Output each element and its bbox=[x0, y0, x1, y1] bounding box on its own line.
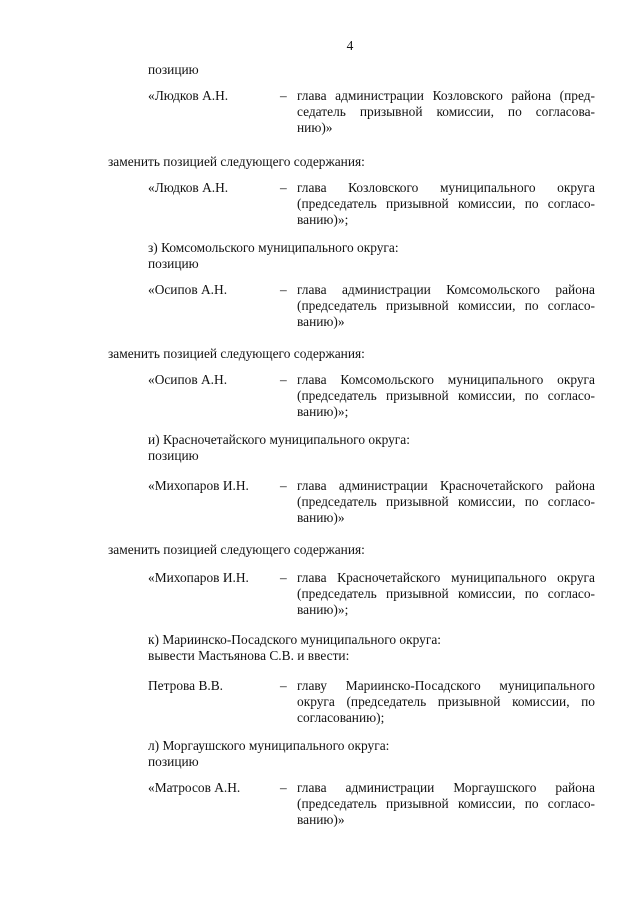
paragraph-line: и) Красночетайского муниципального округа: bbox=[148, 432, 410, 447]
position-description-line: ванию)»; bbox=[297, 404, 349, 419]
position-description-line: глава Красночетайского муниципального округа bbox=[297, 570, 595, 585]
position-description-line: главу Мариинско-Посадского муниципального bbox=[297, 678, 595, 693]
page-number: 4 bbox=[346, 38, 354, 53]
position-description-line: седатель призывной комиссии, по согласова- bbox=[297, 104, 595, 119]
position-description-line: глава администрации Красночетайского района bbox=[297, 478, 595, 493]
position-description-line: (председатель призывной комиссии, по согласо- bbox=[297, 494, 595, 509]
position-description-line: глава администрации Комсомольского района bbox=[297, 282, 595, 297]
dash-separator: – bbox=[280, 180, 287, 195]
position-name: «Людков А.Н. bbox=[148, 180, 229, 195]
paragraph-line: заменить позицией следующего содержания: bbox=[108, 154, 365, 169]
position-description-line: ванию)» bbox=[297, 314, 345, 329]
position-name: «Михопаров И.Н. bbox=[148, 478, 249, 493]
position-name: «Осипов А.Н. bbox=[148, 372, 228, 387]
dash-separator: – bbox=[280, 780, 287, 795]
position-description-line: ванию)»; bbox=[297, 212, 349, 227]
paragraph-line: вывести Мастьянова С.В. и ввести: bbox=[148, 648, 350, 663]
paragraph-line: позицию bbox=[148, 256, 199, 271]
paragraph-line: заменить позицией следующего содержания: bbox=[108, 542, 365, 557]
paragraph-line: л) Моргаушского муниципального округа: bbox=[148, 738, 390, 753]
position-description-line: (председатель призывной комиссии, по согласо- bbox=[297, 796, 595, 811]
position-description-line: согласованию); bbox=[297, 710, 385, 725]
position-name: Петрова В.В. bbox=[148, 678, 224, 693]
dash-separator: – bbox=[280, 282, 287, 297]
dash-separator: – bbox=[280, 478, 287, 493]
position-description-line: округа (председатель призывной комиссии, по bbox=[297, 694, 595, 709]
position-description-line: (председатель призывной комиссии, по согласо- bbox=[297, 298, 595, 313]
position-description-line: глава администрации Козловского района (пред- bbox=[297, 88, 595, 103]
paragraph-line: позицию bbox=[148, 754, 199, 769]
paragraph-line: позицию bbox=[148, 448, 199, 463]
dash-separator: – bbox=[280, 570, 287, 585]
paragraph-line: к) Мариинско-Посадского муниципального округа: bbox=[148, 632, 441, 647]
position-description-line: ванию)» bbox=[297, 812, 345, 827]
position-name: «Людков А.Н. bbox=[148, 88, 229, 103]
position-description-line: (председатель призывной комиссии, по согласо- bbox=[297, 388, 595, 403]
paragraph-line: позицию bbox=[148, 62, 199, 77]
dash-separator: – bbox=[280, 678, 287, 693]
position-name: «Матросов А.Н. bbox=[148, 780, 241, 795]
position-description-line: глава Комсомольского муниципального округа bbox=[297, 372, 595, 387]
position-name: «Михопаров И.Н. bbox=[148, 570, 249, 585]
dash-separator: – bbox=[280, 372, 287, 387]
position-description-line: ванию)» bbox=[297, 510, 345, 525]
position-description-line: (председатель призывной комиссии, по согласо- bbox=[297, 586, 595, 601]
position-name: «Осипов А.Н. bbox=[148, 282, 228, 297]
position-description-line: глава администрации Моргаушского района bbox=[297, 780, 595, 795]
position-description-line: ванию)»; bbox=[297, 602, 349, 617]
position-description-line: глава Козловского муниципального округа bbox=[297, 180, 595, 195]
dash-separator: – bbox=[280, 88, 287, 103]
position-description-line: нию)» bbox=[297, 120, 333, 135]
paragraph-line: з) Комсомольского муниципального округа: bbox=[148, 240, 399, 255]
position-description-line: (председатель призывной комиссии, по согласо- bbox=[297, 196, 595, 211]
paragraph-line: заменить позицией следующего содержания: bbox=[108, 346, 365, 361]
